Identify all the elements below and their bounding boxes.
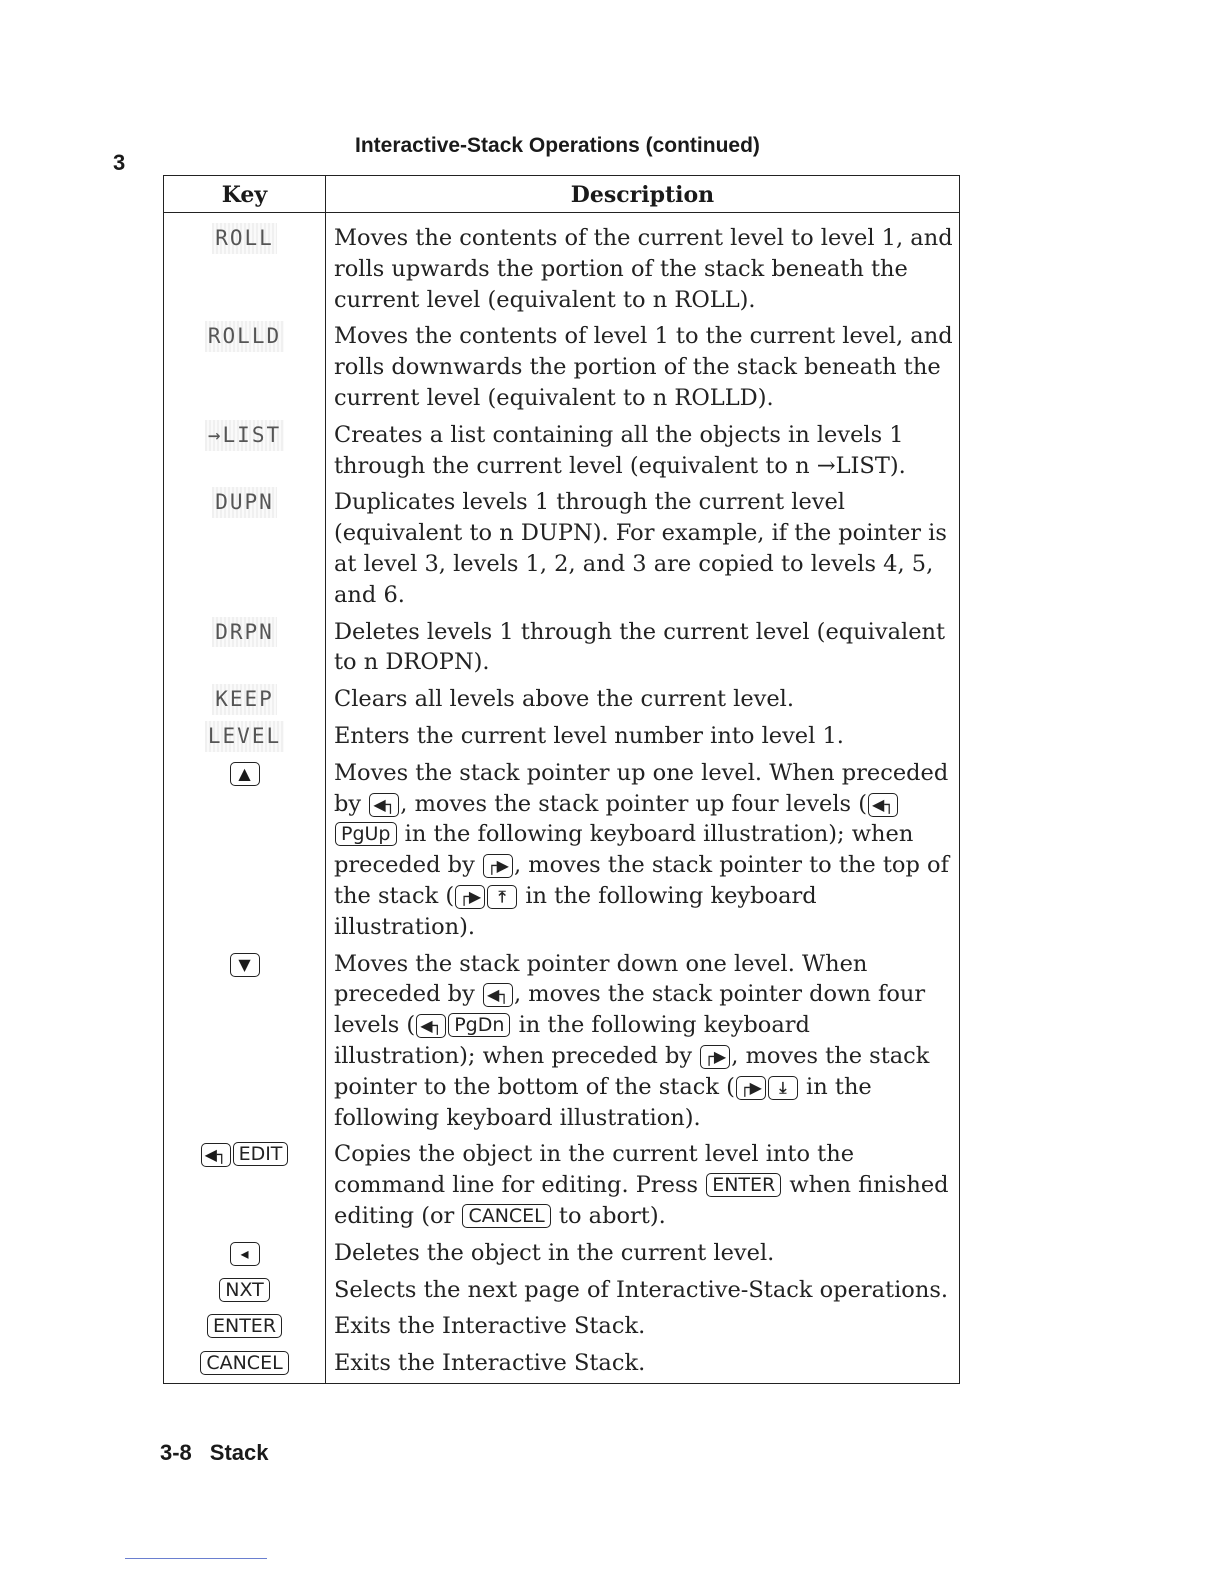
table-row <box>164 484 960 613</box>
row-description: Duplicates levels 1 through the current level (equivalent to n DUPN). For example, if the pointer is at level 3, levels 1, 2, and 3 are copied to levels 4, 5, and 6. <box>326 484 960 613</box>
table-row <box>164 718 960 755</box>
table-row <box>164 417 960 485</box>
right-shift-key-icon: ┌▶ <box>700 1045 730 1069</box>
row-description: Selects the next page of Interactive-Stack operations. <box>326 1272 960 1309</box>
table-header-row <box>164 176 960 213</box>
right-shift-key-icon: ┌▶ <box>483 854 513 878</box>
row-description: Creates a list containing all the objects in levels 1 through the current level (equivalent to n →LIST). <box>326 417 960 485</box>
drpn-menu-key[interactable]: DRPN <box>212 617 277 648</box>
cancel-key: CANCEL <box>462 1204 550 1228</box>
row-description: Moves the contents of the current level to level 1, and rolls upwards the portion of the stack beneath the current level (equivalent to n ROLL). <box>326 213 960 319</box>
row-description: Exits the Interactive Stack. <box>326 1345 960 1383</box>
row-description: Clears all levels above the current level. <box>326 681 960 718</box>
table-row <box>164 1308 960 1345</box>
roll-menu-key[interactable]: ROLL <box>212 223 277 254</box>
keep-menu-key[interactable]: KEEP <box>212 684 277 715</box>
row-description: Exits the Interactive Stack. <box>326 1308 960 1345</box>
header-description: Description <box>326 176 960 213</box>
rolld-menu-key[interactable]: ROLLD <box>205 321 284 352</box>
left-shift-key-icon[interactable]: ◀┐ <box>201 1143 231 1167</box>
enter-key[interactable]: ENTER <box>207 1314 282 1338</box>
page-footer <box>160 1440 269 1466</box>
to-list-menu-key[interactable]: →LIST <box>205 420 284 451</box>
row-description: Deletes levels 1 through the current level (equivalent to n DROPN). <box>326 614 960 682</box>
dupn-menu-key[interactable]: DUPN <box>212 487 277 518</box>
table-row <box>164 213 960 319</box>
table-title: Interactive-Stack Operations (continued) <box>355 134 760 157</box>
footer-section-title: Stack <box>209 1440 269 1465</box>
table-row <box>164 946 960 1137</box>
operations-table <box>163 175 960 1384</box>
table-row <box>164 614 960 682</box>
row-description: Moves the stack pointer down one level. When preceded by ◀┐ , moves the stack pointer down four levels ( ◀┐ PgDn in the following keyboard illustration); when preceded by ┌▶ , moves the stack pointer to the bottom of the stack ( ┌▶ ⤓ in the following keyboard illustration). <box>326 946 960 1137</box>
level-menu-key[interactable]: LEVEL <box>205 721 284 752</box>
table-row <box>164 1235 960 1272</box>
bottom-arrow-key-icon: ⤓ <box>768 1076 798 1100</box>
up-arrow-key-icon[interactable]: ▲ <box>230 762 260 786</box>
table-row <box>164 681 960 718</box>
row-description: Moves the stack pointer up one level. When preceded by ◀┐ , moves the stack pointer up four levels ( ◀┐PgUp in the following keyboard illustration); when preceded by ┌▶ , moves the stack pointer to the top of the stack ( ┌▶ ⤒ in the following keyboard illustration). <box>326 755 960 946</box>
pgdn-key: PgDn <box>448 1013 510 1037</box>
chapter-number: 3 <box>113 150 126 175</box>
right-shift-key-icon: ┌▶ <box>455 885 485 909</box>
left-shift-key-icon: ◀┐ <box>416 1014 446 1038</box>
footer-page-number: 3-8 <box>160 1440 192 1465</box>
edit-key[interactable]: EDIT <box>233 1142 289 1166</box>
left-shift-key-icon: ◀┐ <box>868 793 898 817</box>
top-arrow-key-icon: ⤒ <box>487 885 517 909</box>
bottom-rule <box>125 1558 267 1559</box>
pgup-key: PgUp <box>335 822 397 846</box>
table-row <box>164 755 960 946</box>
table-row <box>164 1272 960 1309</box>
row-description: Enters the current level number into level 1. <box>326 718 960 755</box>
table-row <box>164 1345 960 1383</box>
row-description: Moves the contents of level 1 to the current level, and rolls downwards the portion of the stack beneath the current level (equivalent to n ROLLD). <box>326 318 960 416</box>
row-description: Deletes the object in the current level. <box>326 1235 960 1272</box>
table-row <box>164 318 960 416</box>
down-arrow-key-icon[interactable]: ▼ <box>230 953 260 977</box>
left-shift-key-icon: ◀┐ <box>483 983 513 1007</box>
row-description: Copies the object in the current level into the command line for editing. Press ENTER when finished editing (or CANCEL to abort). <box>326 1136 960 1234</box>
enter-key: ENTER <box>706 1173 781 1197</box>
right-shift-key-icon: ┌▶ <box>736 1076 766 1100</box>
nxt-key[interactable]: NXT <box>219 1278 270 1302</box>
delete-key-icon[interactable]: ◂ <box>230 1242 260 1266</box>
header-key: Key <box>164 176 326 213</box>
cancel-key[interactable]: CANCEL <box>200 1351 288 1375</box>
left-shift-key-icon: ◀┐ <box>369 793 399 817</box>
table-row <box>164 1136 960 1234</box>
